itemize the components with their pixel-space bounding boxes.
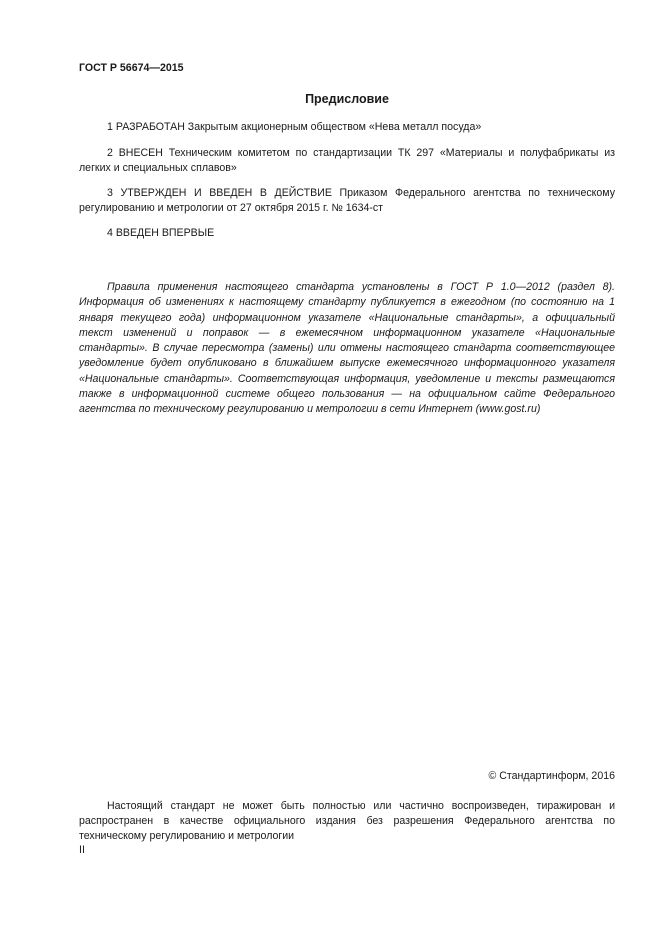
standard-code: ГОСТ Р 56674—2015 (79, 62, 184, 74)
foreword-item-2 (79, 146, 615, 176)
foreword-item-4 (79, 226, 615, 241)
copyright-line: © Стандартинформ, 2016 (488, 770, 615, 782)
foreword-item-3 (79, 186, 615, 216)
foreword-item-4-text: 4 ВВЕДЕН ВПЕРВЫЕ (107, 227, 215, 239)
legal-statement-text: Настоящий стандарт не может быть полностью или частично воспроизведен, тиражирован и распространен в качестве официального издания без разрешения Федерального агентства по техническому регулированию и метрологии (79, 800, 615, 842)
foreword-item-3-text: 3 УТВЕРЖДЕН И ВВЕДЕН В ДЕЙСТВИЕ Приказом Федерального агентства по техническому регулированию и метрологии от 27 октября 2015 г. № 1634-ст (79, 187, 615, 214)
foreword-item-1-text: 1 РАЗРАБОТАН Закрытым акционерным обществом «Нева металл посуда» (107, 121, 482, 133)
foreword-item-2-text: 2 ВНЕСЕН Техническим комитетом по стандартизации ТК 297 «Материалы и полуфабрикаты из легких и специальных сплавов» (79, 147, 615, 174)
legal-statement (79, 799, 615, 844)
page-number: II (79, 844, 85, 856)
foreword-item-1 (79, 120, 615, 135)
usage-notice (79, 280, 615, 418)
usage-notice-text: Правила применения настоящего стандарта установлены в ГОСТ Р 1.0—2012 (раздел 8). Информация об изменениях к настоящему стандарту публикуется в ежегодном (по состоянию на 1 января текущего года) информационном указателе «Национальные стандарты», а официальный текст изменений и поправок — в ежемесячном информационном указателе «Национальные стандарты». В случае пересмотра (замены) или отмены настоящего стандарта соответствующее уведомление будет опубликовано в ближайшем выпуске ежемесячного информационного указателя «Национальные стандарты». Соответствующая информация, уведомление и тексты размещаются также в информационной системе общего пользования — на официальном сайте Федерального агентства по техническому регулированию и метрологии в сети Интернет (www.gost.ru) (79, 281, 615, 416)
page-title: Предисловие (305, 92, 389, 106)
